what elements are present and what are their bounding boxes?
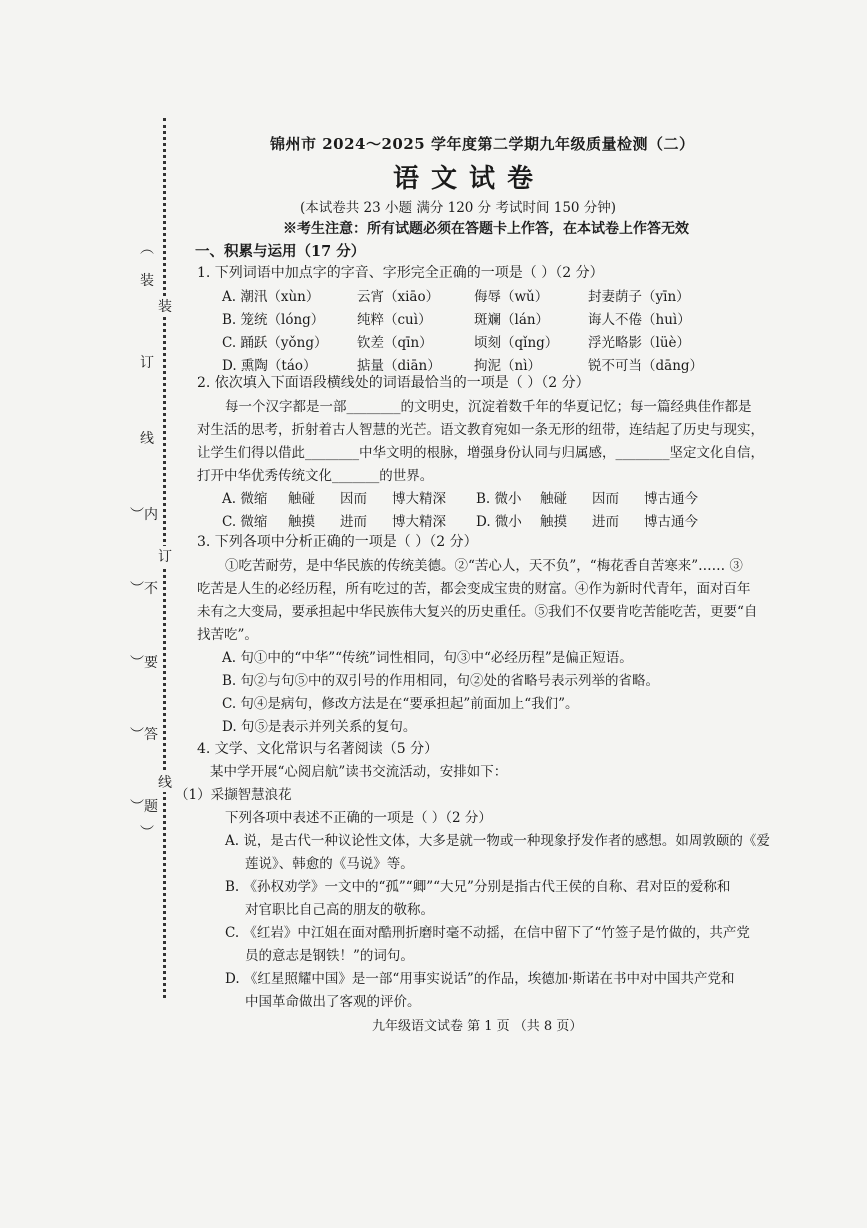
- q2-option: B. 微小: [476, 491, 522, 507]
- q2-option: 触摸: [288, 514, 315, 530]
- passage-line: 打开中华优秀传统文化_______的世界。: [197, 468, 434, 484]
- page-footer: 九年级语文试卷 第 1 页 （共 8 页）: [372, 1019, 583, 1034]
- q2-option: 因而: [592, 491, 619, 507]
- q1-option: A. 潮汛（xùn）: [222, 289, 320, 305]
- paper-title: 语文试卷: [393, 164, 546, 194]
- q1-option: 钦差（qīn）: [357, 335, 433, 351]
- q2-option: 博古通今: [644, 514, 698, 530]
- q1-option: 浮光略影（lüè）: [588, 335, 691, 351]
- q1-option: C. 踊跃（yǒng）: [222, 335, 328, 351]
- question-stem: 3. 下列各项中分析正确的一项是（ ）（2 分）: [197, 534, 478, 550]
- q1-option: 云宵（xiāo）: [357, 289, 440, 305]
- passage-line: ①吃苦耐劳，是中华民族的传统美德。②“苦心人，天不负”，“梅花香自苦寒来”…… ③: [225, 558, 743, 574]
- passage-line: 未有之大变局，要承担起中华民族伟大复兴的历史重任。⑤我们不仅要肯吃苦能吃苦，更要“自: [197, 604, 758, 620]
- binding-left-char: 线: [140, 431, 154, 447]
- binding-left-char: ︶答: [130, 727, 158, 743]
- binding-left-char: ︶题: [130, 799, 158, 815]
- section-heading: 一、积累与运用（17 分）: [195, 243, 366, 260]
- q3-option: B. 句②与句⑤中的双引号的作用相同，句②处的省略号表示列举的省略。: [222, 673, 660, 689]
- q4-intro: 某中学开展“心阅启航”读书交流活动，安排如下：: [210, 764, 508, 780]
- question-stem: 1. 下列词语中加点字的字音、字形完全正确的一项是（ ）（2 分）: [197, 265, 604, 281]
- q1-option: 封妻荫子（yīn）: [588, 289, 690, 305]
- q2-option: 博古通今: [644, 491, 698, 507]
- q1-option: 拘泥（nì）: [474, 358, 542, 374]
- q3-option: A. 句①中的“中华”“传统”词性相同，句③中“必经历程”是偏正短语。: [222, 650, 633, 666]
- q4-option-cont: 中国革命做出了客观的评价。: [245, 994, 421, 1010]
- q2-option: A. 微缩: [222, 491, 268, 507]
- q2-option: 因而: [340, 491, 367, 507]
- binding-left-char: ︶要: [130, 655, 158, 671]
- binding-left-char: ︶: [140, 825, 154, 841]
- q4-option-cont: 员的意志是钢铁！”的词句。: [245, 948, 414, 964]
- q2-option: 触摸: [540, 514, 567, 530]
- binding-left-char: ︶内: [130, 507, 158, 523]
- q1-option: 侮辱（wǔ）: [474, 289, 549, 305]
- q2-option: 进而: [340, 514, 367, 530]
- binding-left-char: ︵: [140, 241, 154, 257]
- binding-left-char: 装: [140, 273, 154, 289]
- q4-option: D. 《红星照耀中国》是一部“用事实说话”的作品，埃德加·斯诺在书中对中国共产党和: [225, 971, 735, 987]
- question-stem: 2. 依次填入下面语段横线处的词语最恰当的一项是（ ）（2 分）: [197, 375, 590, 391]
- q2-option: 进而: [592, 514, 619, 530]
- exam-name: 锦州市 2024～2025 学年度第二学期九年级质量检测（二）: [270, 135, 695, 153]
- q1-option: 顷刻（qǐng）: [474, 335, 559, 351]
- passage-line: 让学生们得以借此________中华文明的根脉，增强身份认同与归属感，________坚定文化自信，: [197, 445, 764, 461]
- q2-option: C. 微缩: [222, 514, 268, 530]
- q4-option: C. 《红岩》中江姐在面对酷刑折磨时毫不动摇，在信中留下了“竹签子是竹做的，共产党: [225, 925, 750, 941]
- exam-notice: ※考生注意：所有试题必须在答题卡上作答，在本试卷上作答无效: [283, 221, 689, 237]
- question-stem: 4. 文学、文化常识与名著阅读（5 分）: [197, 741, 439, 757]
- q1-option: 掂量（diān）: [357, 358, 441, 374]
- q2-option: 触碰: [288, 491, 315, 507]
- q4-option-cont: 对官职比自己高的朋友的敬称。: [245, 902, 434, 918]
- passage-line: 对生活的思考，折射着古人智慧的光芒。语文教育宛如一条无形的纽带，连结起了历史与现实，: [197, 422, 764, 438]
- q1-option: D. 熏陶（táo）: [222, 358, 317, 374]
- binding-right-char: 装: [158, 296, 172, 316]
- q1-option: B. 笼统（lóng）: [222, 312, 325, 328]
- q3-option: C. 句④是病句，修改方法是在“要承担起”前面加上“我们”。: [222, 696, 579, 712]
- q4-option-cont: 莲说》、韩愈的《马说》等。: [245, 856, 414, 872]
- q4-option: B. 《孙权劝学》一文中的“孤”“卿”“大兄”分别是指古代王侯的自称、君对臣的爱称和: [225, 879, 731, 895]
- exam-info: (本试卷共 23 小题 满分 120 分 考试时间 150 分钟): [300, 200, 617, 216]
- q1-option: 诲人不倦（huì）: [588, 312, 691, 328]
- binding-left-char: 订: [140, 355, 154, 371]
- passage-line: 找苦吃”。: [197, 627, 258, 643]
- passage-line: 每一个汉字都是一部________的文明史，沉淀着数千年的华夏记忆；每一篇经典佳作都是: [225, 399, 752, 415]
- binding-right-char: 订: [158, 546, 172, 566]
- binding-right-char: 线: [158, 772, 172, 792]
- q1-option: 锐不可当（dāng）: [588, 358, 704, 374]
- q1-option: 纯粹（cuì）: [357, 312, 432, 328]
- q4-sub-stem: 下列各项中表述不正确的一项是（ ）（2 分）: [225, 810, 492, 826]
- q2-option: 博大精深: [392, 491, 446, 507]
- q1-option: 斑斓（lán）: [474, 312, 550, 328]
- q4-sub-heading: （1）采撷智慧浪花: [175, 787, 292, 803]
- q2-option: D. 微小: [476, 514, 522, 530]
- passage-line: 吃苦是人生的必经历程，所有吃过的苦，都会变成宝贵的财富。④作为新时代青年，面对百年: [197, 581, 751, 597]
- q2-option: 触碰: [540, 491, 567, 507]
- q2-option: 博大精深: [392, 514, 446, 530]
- binding-left-char: ︶不: [130, 581, 158, 597]
- q4-option: A. 说，是古代一种议论性文体，大多是就一物或一种现象抒发作者的感想。如周敦颐的《爱: [225, 833, 770, 849]
- q3-option: D. 句⑤是表示并列关系的复句。: [222, 719, 417, 735]
